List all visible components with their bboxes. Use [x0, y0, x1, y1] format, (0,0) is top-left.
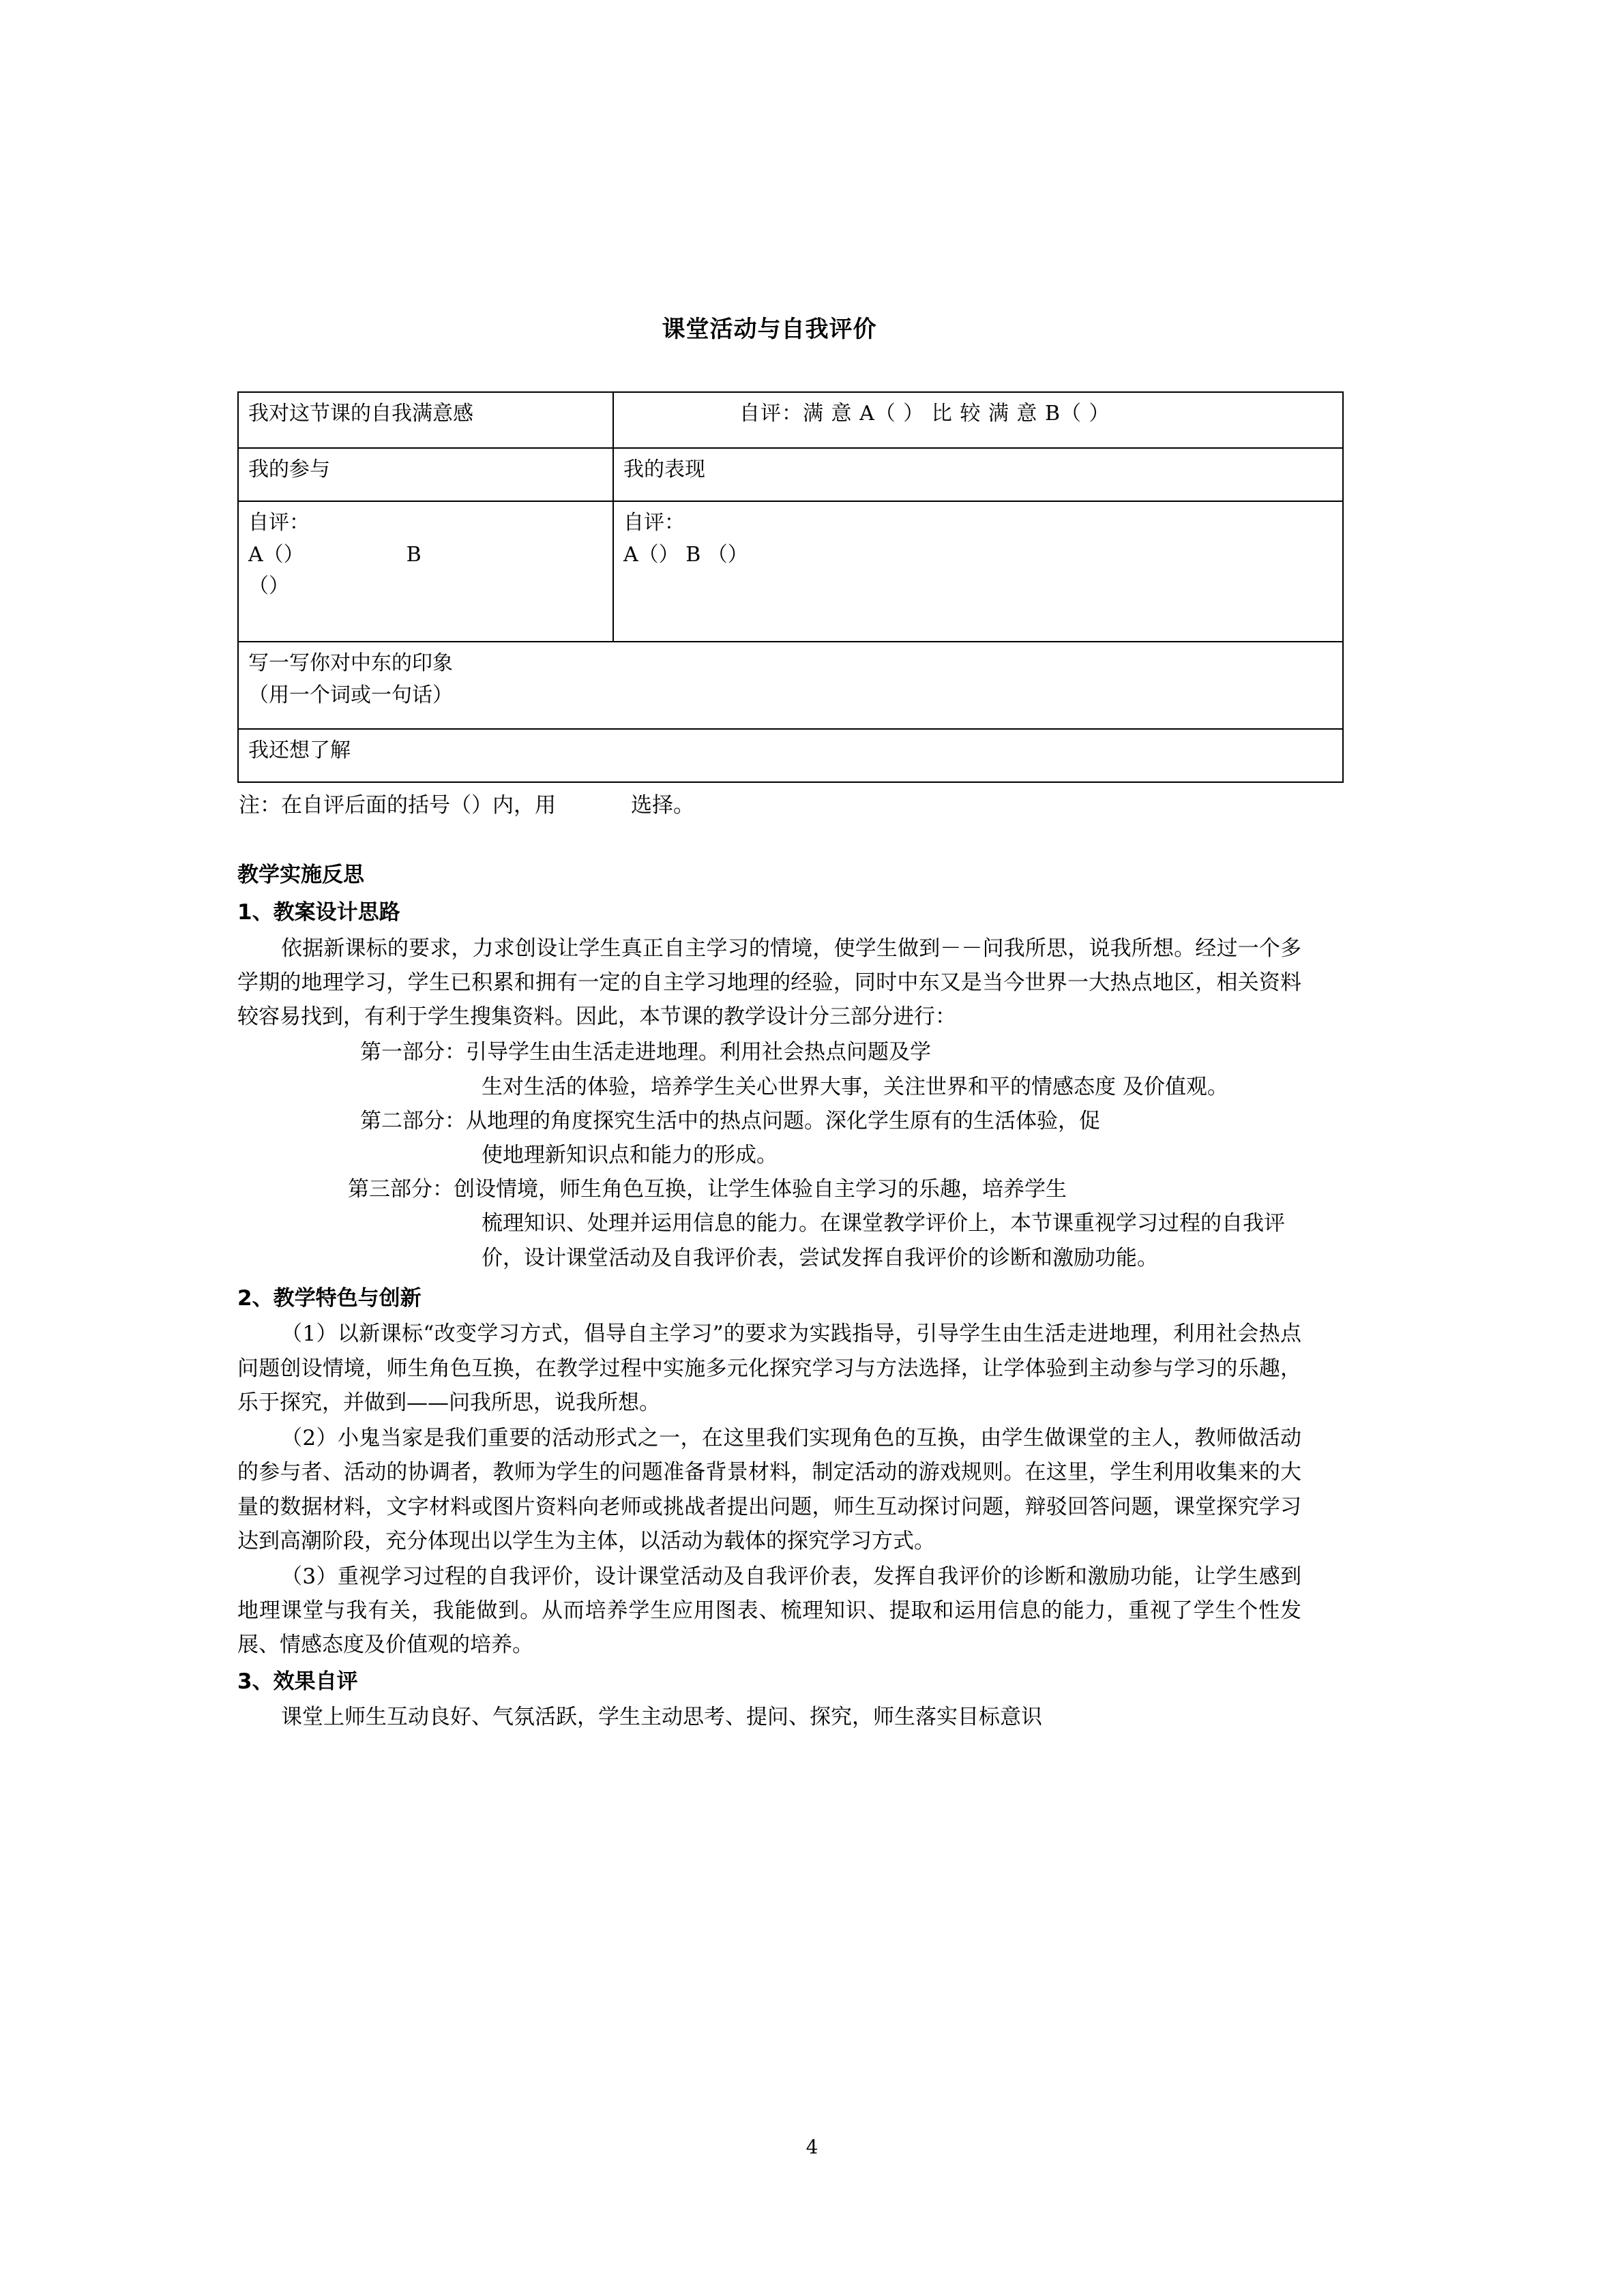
table-row: [238, 729, 1343, 782]
cell-impression-label: [238, 642, 1343, 729]
part-two-lead: 第二部分：从地理的角度探究生活中的热点问题。深化学生原有的生活体验，促: [360, 1108, 1100, 1133]
heading-section-1: 1、教案设计思路: [237, 900, 400, 925]
part-two-tail: 使地理新知识点和能力的形成。: [482, 1143, 778, 1167]
table-row: [238, 448, 1343, 501]
satisfaction-options: 自评：满 意 A（ ） 比 较 满 意 B（ ）: [739, 402, 1110, 426]
page-content: [237, 310, 1301, 1735]
table-row: [238, 392, 1343, 448]
paragraph-s2-2: （2）小鬼当家是我们重要的活动形式之一，在这里我们实现角色的互换，由学生做课堂的主人，教师做活动的参与者、活动的协调者，教师为学生的问题准备背景材料，制定活动的游戏规则。在这里，学生利用收集来的大量的数据材料，文字材料或图片资料向老师或挑战者提出问题，师生互动探讨问题，辩驳回答问题，课堂探究学习达到高潮阶段，充分体现出以学生为主体，以活动为载体的探究学习方式。: [237, 1426, 1301, 1553]
note-prefix: 注：在自评后面的括号（）内，用: [239, 793, 556, 818]
participation-option-a: A（）: [248, 542, 304, 567]
part-one-lead: 第一部分：引导学生由生活走进地理。利用社会热点问题及学: [360, 1040, 931, 1065]
impression-label-line2: （用一个词或一句话）: [248, 683, 453, 707]
self-evaluation-table: [237, 391, 1344, 783]
cell-want-to-know-label: 我还想了解: [238, 729, 1343, 782]
impression-label-line1: 写一写你对中东的印象: [248, 651, 453, 675]
part-two: [237, 1104, 1301, 1172]
cell-performance-label: 我的表现: [613, 448, 1343, 501]
part-one: [237, 1035, 1301, 1103]
paragraph-s3-1: 课堂上师生互动良好、气氛活跃，学生主动思考、提问、探究，师生落实目标意识: [281, 1705, 1042, 1730]
part-three: [237, 1172, 1301, 1275]
heading-reflection: 教学实施反思: [237, 862, 364, 887]
participation-option-b-paren: （）: [248, 574, 289, 598]
cell-performance-selfrating[interactable]: [613, 501, 1343, 642]
heading-section-2: 2、教学特色与创新: [237, 1285, 422, 1311]
participation-options-line: [248, 539, 603, 571]
paragraph-s2-3: （3）重视学习过程的自我评价，设计课堂活动及自我评价表，发挥自我评价的诊断和激励功能，让学生感到地理课堂与我有关，我能做到。从而培养学生应用图表、梳理知识、提取和运用信息的能力，重视了学生个性发展、情感态度及价值观的培养。: [237, 1564, 1301, 1658]
participation-option-b: B: [406, 542, 422, 567]
cell-participation-selfrating[interactable]: [238, 501, 613, 642]
table-row: [238, 501, 1343, 642]
cell-satisfaction-label: 我对这节课的自我满意感: [238, 392, 613, 448]
table-row: [238, 642, 1343, 729]
participation-self-label: 自评：: [248, 511, 310, 535]
part-three-tail: 梳理知识、处理并运用信息的能力。在课堂教学评价上，本节课重视学习过程的自我评价，设计课堂活动及自我评价表，尝试发挥自我评价的诊断和激励功能。: [482, 1211, 1285, 1270]
part-one-tail: 生对生活的体验，培养学生关心世界大事，关注世界和平的情感态度 及价值观。: [482, 1074, 1228, 1099]
table-note: [239, 790, 1301, 822]
paragraph-s2-1: （1）以新课标“改变学习方式，倡导自主学习”的要求为实践指导，引导学生由生活走进地理，利用社会热点问题创设情境，师生角色互换，在教学过程中实施多元化探究学习与方法选择，让学体验到主动参与学习的乐趣，乐于探究，并做到——问我所思，说我所想。: [237, 1322, 1301, 1415]
paragraph-s1-intro: 依据新课标的要求，力求创设让学生真正自主学习的情境，使学生做到－－问我所思，说我所想。经过一个多学期的地理学习，学生已积累和拥有一定的自主学习地理的经验，同时中东又是当今世界一大热点地区，相关资料较容易找到，有利于学生搜集资料。因此，本节课的教学设计分三部分进行：: [237, 936, 1301, 1030]
note-suffix: 选择。: [631, 793, 694, 818]
cell-satisfaction-value: [613, 392, 1343, 448]
page-number: 4: [806, 2136, 818, 2158]
page-title: 课堂活动与自我评价: [662, 316, 877, 343]
cell-participation-label: 我的参与: [238, 448, 613, 501]
heading-section-3: 3、效果自评: [237, 1669, 358, 1694]
performance-self-label: 自评：: [623, 511, 685, 535]
part-three-lead: 第三部分：创设情境，师生角色互换，让学生体验自主学习的乐趣，培养学生: [348, 1177, 1067, 1202]
performance-options: A（） B （）: [623, 542, 748, 567]
